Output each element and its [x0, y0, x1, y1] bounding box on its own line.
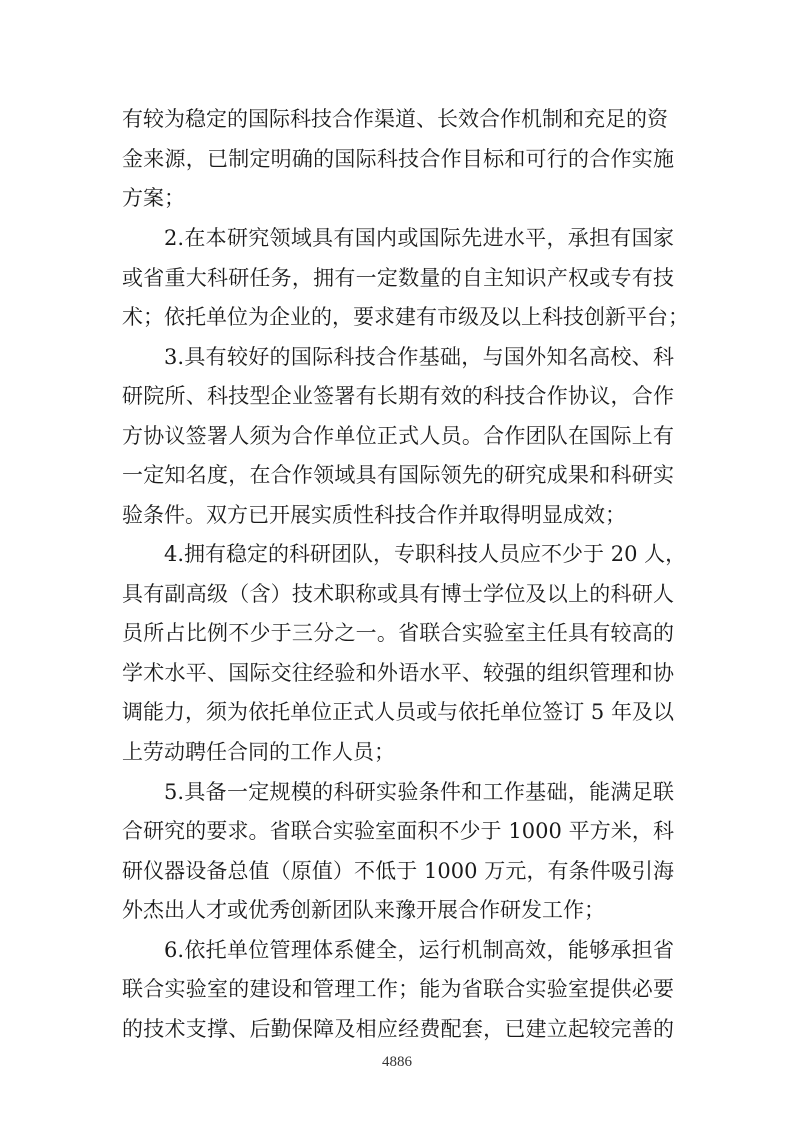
paragraph-line: 调能力，须为依托单位正式人员或与依托单位签订 5 年及以: [122, 700, 674, 724]
paragraph-line: 验条件。双方已开展实质性科技合作并取得明显成效；: [122, 503, 626, 527]
paragraph-line: 的技术支撑、后勤保障及相应经费配套，已建立起较完善的: [122, 1017, 674, 1041]
paragraph-line: 员所占比例不少于三分之一。省联合实验室主任具有较高的: [122, 621, 674, 645]
paragraph-line: 外杰出人才或优秀创新团队来豫开展合作研发工作；: [122, 898, 605, 922]
paragraph-line: 一定知名度，在合作领域具有国际领先的研究成果和科研实: [122, 463, 674, 487]
paragraph-line: 联合实验室的建设和管理工作；能为省联合实验室提供必要: [122, 977, 674, 1001]
paragraph-line: 学术水平、国际交往经验和外语水平、较强的组织管理和协: [122, 661, 674, 685]
paragraph-line: 方案；: [122, 186, 185, 210]
paragraph-line: 6.依托单位管理体系健全，运行机制高效，能够承担省: [164, 938, 674, 962]
paragraph-line: 上劳动聘任合同的工作人员；: [122, 740, 395, 764]
paragraph-line: 方协议签署人须为合作单位正式人员。合作团队在国际上有: [122, 424, 674, 448]
paragraph-line: 术；依托单位为企业的，要求建有市级及以上科技创新平台；: [122, 305, 689, 329]
paragraph-line: 3.具有较好的国际科技合作基础，与国外知名高校、科: [164, 345, 674, 369]
paragraph-line: 具有副高级（含）技术职称或具有博士学位及以上的科研人: [122, 582, 674, 606]
paragraph-line: 或省重大科研任务，拥有一定数量的自主知识产权或专有技: [122, 266, 674, 290]
paragraph-line: 4.拥有稳定的科研团队，专职科技人员应不少于 20 人，: [164, 542, 687, 566]
paragraph-line: 5.具备一定规模的科研实验条件和工作基础，能满足联: [164, 780, 674, 804]
paragraph-line: 合研究的要求。省联合实验室面积不少于 1000 平方米，科: [122, 819, 674, 843]
page-number: 4886: [382, 1054, 412, 1070]
paragraph-line: 有较为稳定的国际科技合作渠道、长效合作机制和充足的资: [122, 107, 668, 131]
paragraph-line: 金来源，已制定明确的国际科技合作目标和可行的合作实施: [122, 147, 674, 171]
paragraph-line: 2.在本研究领域具有国内或国际先进水平，承担有国家: [164, 226, 674, 250]
paragraph-line: 研仪器设备总值（原值）不低于 1000 万元，有条件吸引海: [122, 859, 674, 883]
paragraph-line: 研院所、科技型企业签署有长期有效的科技合作协议，合作: [122, 384, 674, 408]
